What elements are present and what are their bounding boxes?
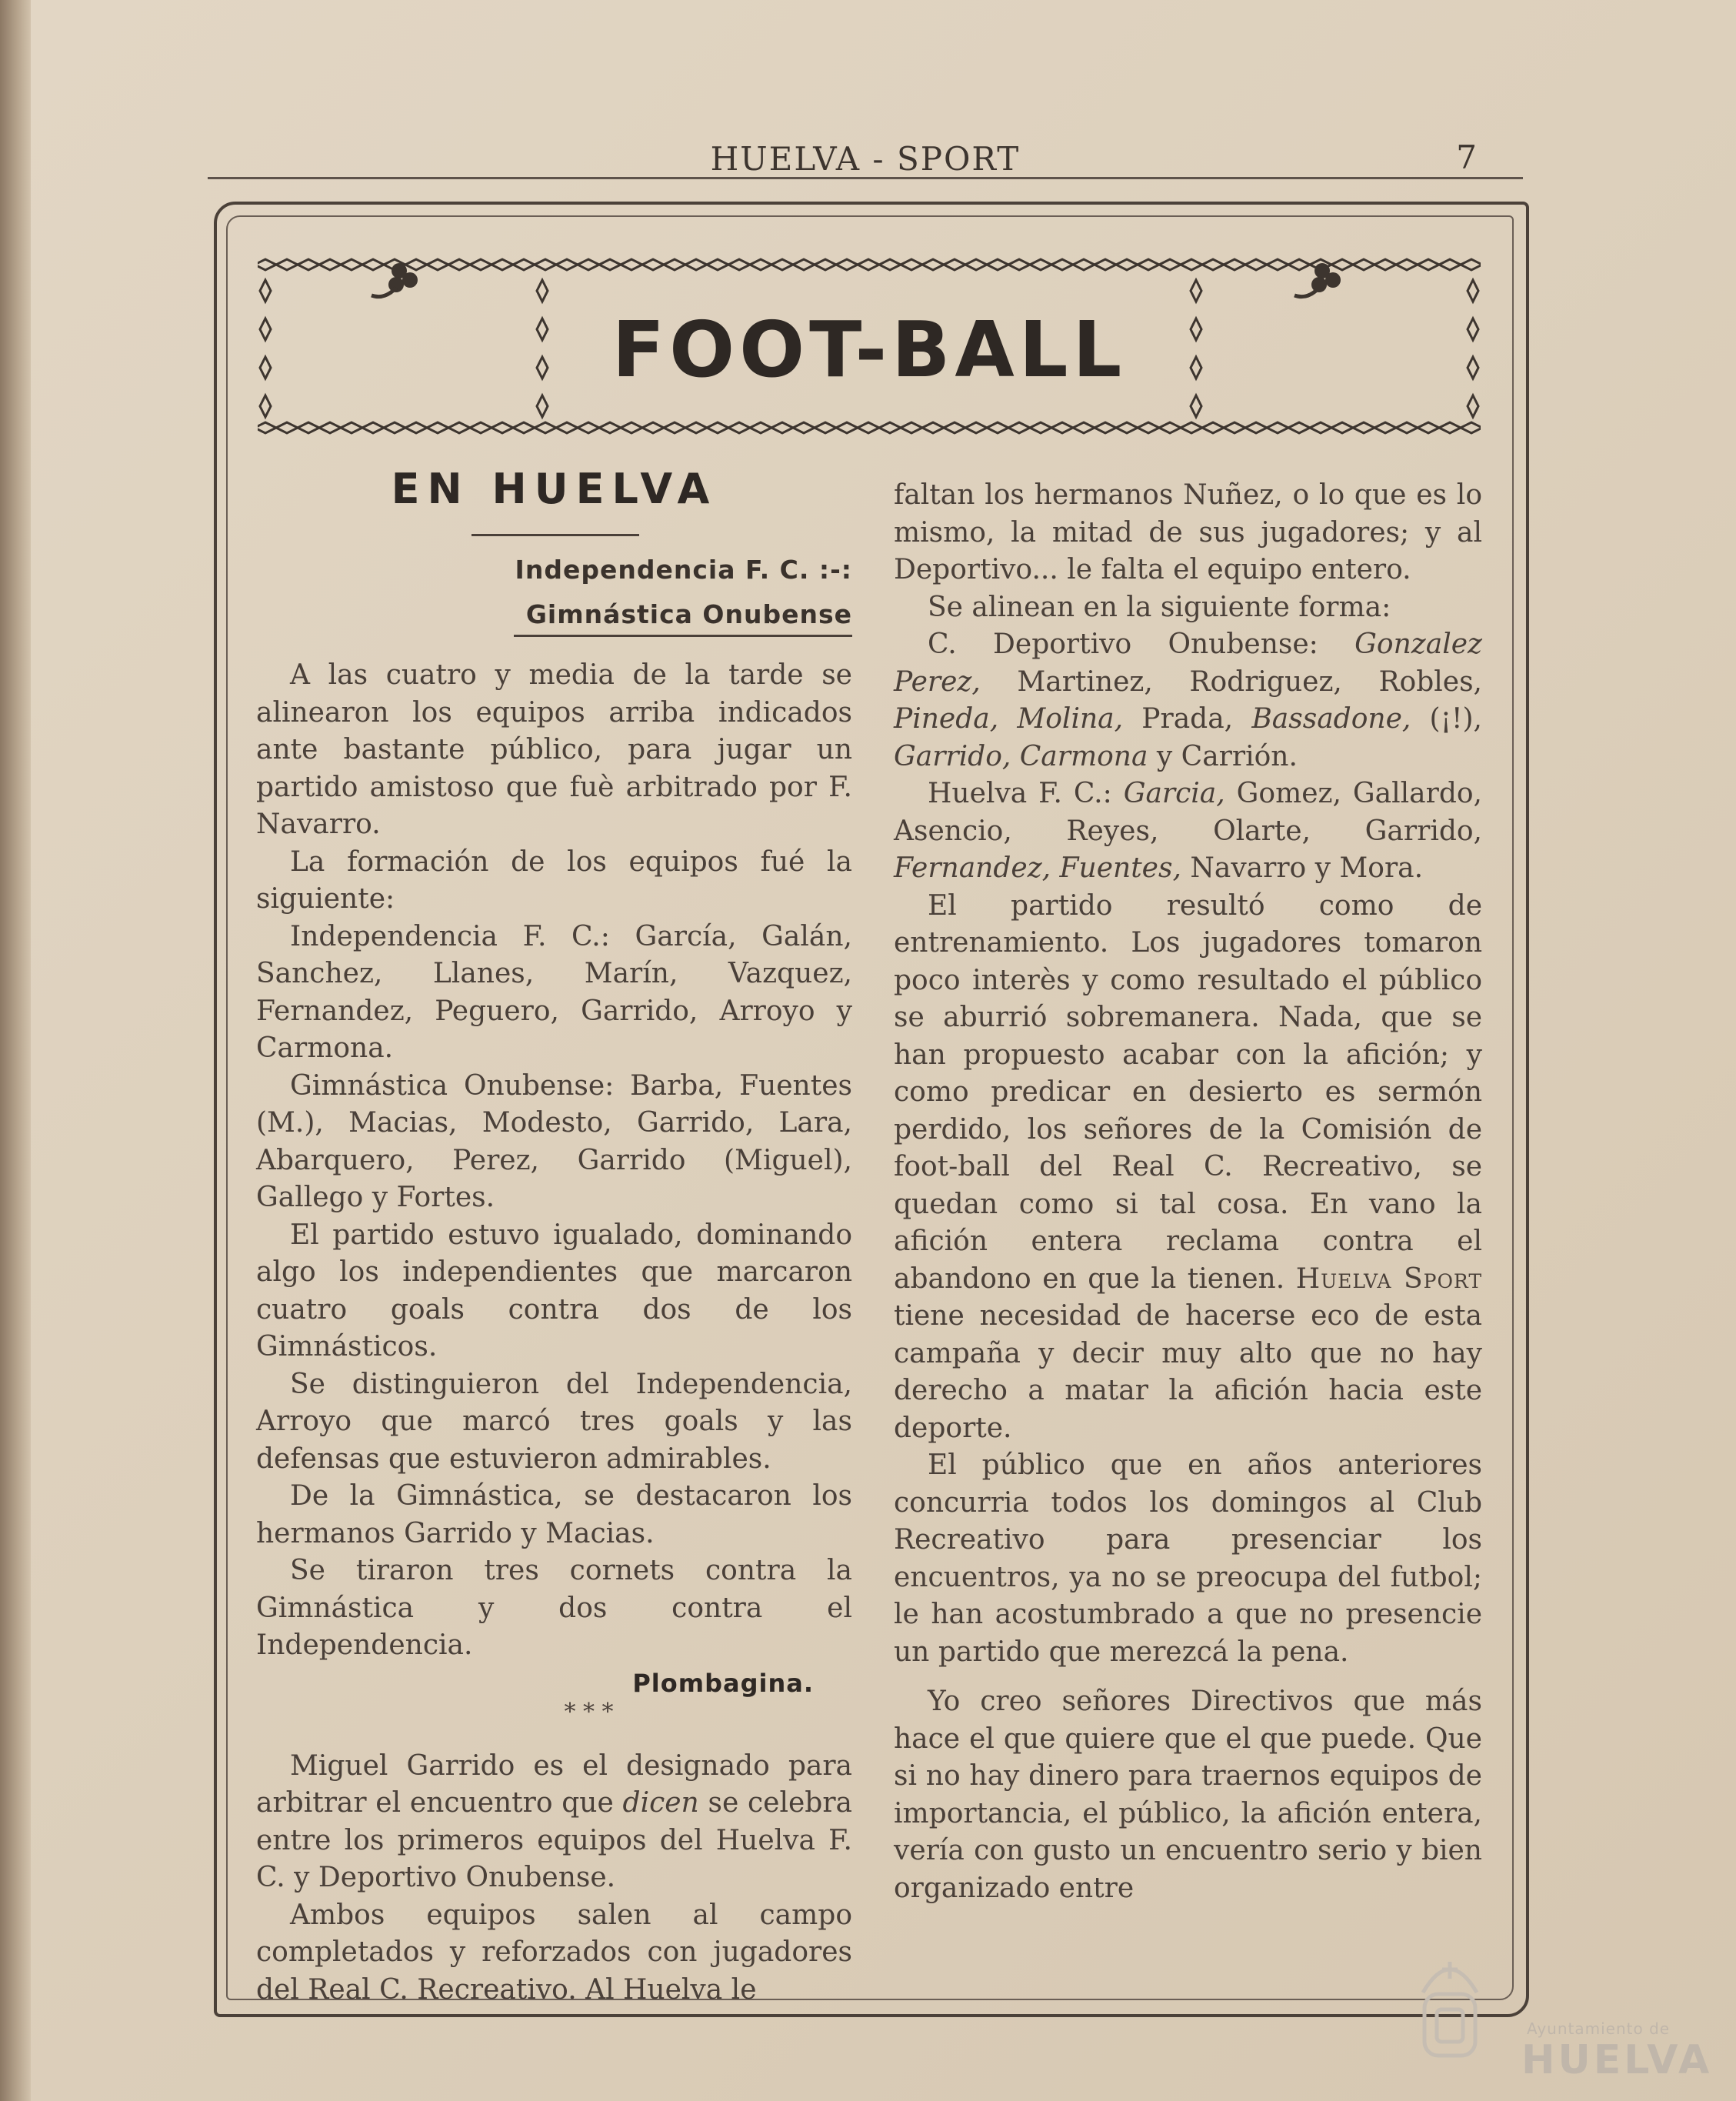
watermark-caption: Ayuntamiento de <box>1527 2019 1671 2038</box>
italic-name: Garcia, <box>1123 778 1225 809</box>
right-column <box>894 477 1482 1907</box>
running-head <box>208 138 1523 179</box>
author-signature: Plombagina. <box>632 1668 814 1698</box>
text-run: (¡!), <box>1411 703 1482 735</box>
paragraph: Yo creo señores Directivos que más hace el que quiere que el que puede. Que si no hay dinero para traernos equipos de importancia, el público, la afición entera, vería con gusto un encuentro serio y bien organizado entre <box>894 1686 1482 1904</box>
italic-name: Garrido, Carmona <box>894 740 1148 772</box>
book-spine <box>0 0 31 2101</box>
paragraph: Se tiraron tres cornets contra la Gimnástica y dos contra el Independencia. <box>256 1555 852 1661</box>
paragraph: A las cuatro y media de la tarde se alinearon los equipos arriba indicados ante bastante público, para jugar un partido amistoso que fuè arbitrado por F. Navarro. <box>256 659 852 840</box>
italic-word: dicen <box>622 1787 699 1819</box>
paragraph: Independencia F. C.: García, Galán, Sanchez, Llanes, Marín, Vazquez, Fernandez, Peguero, Garrido, Arroyo y Carmona. <box>256 920 852 1064</box>
paragraph: Se alinean en la siguiente forma: <box>928 591 1391 623</box>
paragraph: La formación de los equipos fué la siguiente: <box>256 845 852 915</box>
paragraph: El partido estuvo igualado, dominando algo los independientes que marcaron cuatro goals contra dos de los Gimnásticos. <box>256 1219 852 1362</box>
text-run: Prada, <box>1123 703 1252 735</box>
text-run: se celebra entre los primeros equipos del Huelva F. C. y Deportivo Onubense. <box>256 1787 852 1893</box>
left-column <box>256 465 852 2009</box>
paragraph <box>256 1748 852 1897</box>
text-run: Huelva F. C.: <box>928 778 1124 809</box>
running-title: HUELVA - SPORT <box>710 140 1021 178</box>
italic-name: Fernandez, Fuentes, <box>894 852 1181 884</box>
paragraph: Se distinguieron del Independencia, Arroyo que marcó tres goals y las defensas que estuvieron admirables. <box>256 1368 852 1475</box>
section-banner <box>258 254 1481 439</box>
text-run: El partido resultó como de entrenamiento. Los jugadores tomaron poco interès y como resultado el público se aburrió sobremanera. Nada, que se han propuesto acabar con la afición; y como predicar en desierto es sermón perdido, los señores de la Comisión de foot-ball del Real C. Recreativo, se quedan como si tal cosa. En vano la afición entera reclama contra el abandono en que la tienen. <box>894 889 1482 1295</box>
text-run: Martinez, Rodriguez, Robles, <box>980 665 1482 698</box>
clover-ornament-left-icon <box>365 254 427 308</box>
section-heading: EN HUELVA <box>391 465 718 513</box>
text-run: tiene necesidad de hacerse eco de esta campaña y decir muy alto que no hay derecho a matar la afición hacia este deporte. <box>894 1300 1482 1444</box>
text-run: Navarro y Mora. <box>1181 852 1424 884</box>
italic-name: Gonzalez Perez, <box>894 629 1482 698</box>
paragraph <box>894 775 1482 888</box>
heading-rule <box>471 534 639 536</box>
clover-ornament-right-icon <box>1288 254 1350 308</box>
paragraph: El público que en años anteriores concurria todos los domingos al Club Recreativo para presenciar los encuentros, ya no se preocupa del futbol; le han acostumbrado a que no presencie un partido que merezcá la pena. <box>894 1449 1482 1668</box>
paragraph <box>894 888 1482 1448</box>
italic-name: Bassadone, <box>1251 703 1411 735</box>
asterism-divider: * * * <box>564 1698 614 1726</box>
text-run: C. Deportivo Onubense: <box>928 629 1355 660</box>
small-caps-title: Huelva Sport <box>1295 1262 1482 1295</box>
italic-name: Pineda, Molina, <box>894 703 1124 735</box>
match-line-1: Independencia F. C. :-: <box>515 555 852 585</box>
paragraph: Gimnástica Onubense: Barba, Fuentes (M.), Macias, Modesto, Garrido, Lara, Abarquero, Perez, Garrido (Miguel), Gallego y Fortes. <box>256 1069 852 1213</box>
match-line-2: Gimnástica Onubense <box>525 599 852 629</box>
paragraph: faltan los hermanos Nuñez, o lo que es lo mismo, la mitad de sus jugadores; y al Deportivo... le falta el equipo entero. <box>894 479 1482 585</box>
watermark-name: HUELVA <box>1521 2037 1713 2083</box>
text-run: Gomez, Gallardo, Asencio, Reyes, Olarte, Garrido, <box>894 778 1482 847</box>
text-run: Miguel Garrido es el designado para arbitrar el encuentro que <box>256 1749 852 1819</box>
paragraph: Ambos equipos salen al campo completados y reforzados con jugadores del Real C. Recreativo. Al Huelva le <box>256 1899 852 2006</box>
city-seal-watermark-icon <box>1415 1946 1484 2069</box>
banner-title: FOOT-BALL <box>611 305 1127 395</box>
paragraph <box>894 626 1482 775</box>
paragraph: De la Gimnástica, se destacaron los hermanos Garrido y Macias. <box>256 1480 852 1549</box>
text-run: y Carrión. <box>1148 740 1298 772</box>
page-number: 7 <box>1456 138 1477 176</box>
